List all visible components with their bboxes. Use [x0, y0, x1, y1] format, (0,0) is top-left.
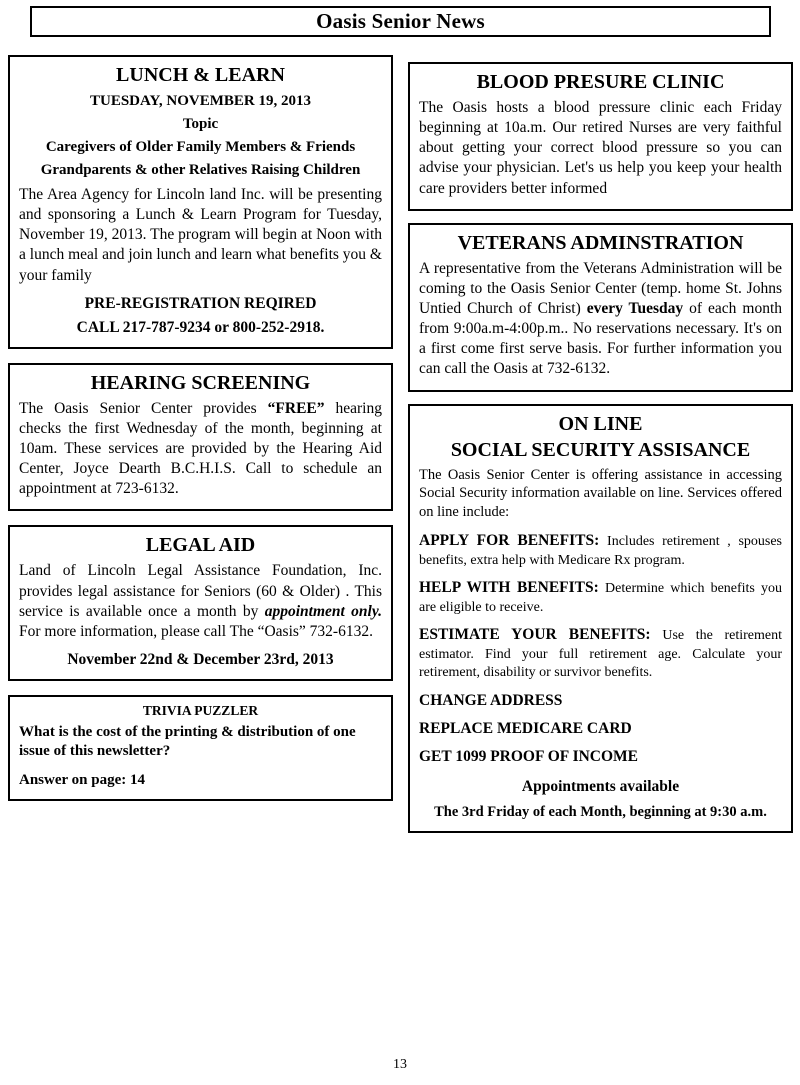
service-label: HELP WITH BENEFITS:	[419, 579, 599, 597]
page-title: Oasis Senior News	[316, 9, 485, 33]
left-column	[8, 55, 393, 801]
social-security-option: CHANGE ADDRESS	[419, 691, 563, 709]
service-text: Includes retirement , spouses benefits, extra help with Medicare Rx program.	[419, 534, 783, 568]
trivia-puzzler-box	[8, 695, 393, 801]
blood-pressure-title: BLOOD PRESURE CLINIC	[476, 71, 725, 93]
social-security-service	[419, 625, 782, 682]
social-security-intro: The Oasis Senior Center is offering assistance in accessing Social Security information available on line. Services offered on line include:	[419, 466, 782, 521]
lunch-learn-date: TUESDAY, NOVEMBER 19, 2013	[89, 93, 311, 109]
veterans-body: A representative from the Veterans Administration will be coming to the Oasis Senior Center (temp. home St. Johns Untied Church of Christ) every Tuesday of each month from 9:00a.m-4:00p.m.. No reservations necessary. It's on a first come first serve basis. For further information you can call the Oasis at 732-6132.	[419, 259, 782, 378]
social-security-appointments: Appointments available	[521, 777, 680, 795]
social-security-option: REPLACE MEDICARE CARD	[419, 719, 632, 737]
lunch-learn-call: CALL 217-787-9234 or 800-252-2918.	[76, 318, 325, 336]
service-text: Determine which benefits you are eligible to receive.	[419, 581, 782, 615]
social-security-title-line1: ON LINE	[558, 412, 643, 435]
legal-aid-dates: November 22nd & December 23rd, 2013	[67, 650, 334, 668]
lunch-learn-topic-line1: Caregivers of Older Family Members & Friends	[45, 139, 356, 155]
lunch-learn-body: The Area Agency for Lincoln land Inc. will be presenting and sponsoring a Lunch & Learn Program for Tuesday, November 19, 2013. The program will begin at Noon with a lunch meal and join lunch and learn what benefits you & your family	[19, 186, 382, 284]
lunch-learn-topic-line2: Grandparents & other Relatives Raising Children	[40, 162, 361, 178]
legal-aid-title: LEGAL AID	[145, 534, 256, 557]
blood-pressure-box	[408, 62, 793, 211]
trivia-question: What is the cost of the printing & distribution of one issue of this newsletter?	[19, 723, 356, 760]
social-security-option: GET 1099 PROOF OF INCOME	[419, 747, 639, 765]
lunch-learn-topic-label: Topic	[182, 116, 219, 132]
social-security-title-line2: SOCIAL SECURITY ASSISANCE	[450, 438, 751, 461]
trivia-answer-line: Answer on page: 14	[19, 771, 145, 788]
hearing-screening-body: The Oasis Senior Center provides “FREE” hearing checks the first Wednesday of the month, beginning at 10am. These services are provided by the Hearing Aid Center, Joyce Dearth B.C.H.I.S. Call to schedule an appointment at 723-6132.	[19, 399, 382, 498]
social-security-box	[408, 404, 793, 833]
service-text: Use the retirement estimator. Find your full retirement age. Calculate your retirement, disability or survivor benefits.	[419, 628, 783, 681]
social-security-service	[419, 531, 782, 569]
trivia-puzzler-title: TRIVIA PUZZLER	[142, 702, 259, 718]
service-label: APPLY FOR BENEFITS:	[419, 532, 600, 550]
social-security-schedule: The 3rd Friday of each Month, beginning at 9:30 a.m.	[434, 803, 767, 820]
right-column	[408, 62, 793, 833]
masthead	[30, 6, 771, 37]
veterans-box	[408, 223, 793, 392]
page-number: 13	[393, 1057, 407, 1072]
lunch-learn-box	[8, 55, 393, 349]
service-label: ESTIMATE YOUR BENEFITS:	[419, 626, 651, 644]
lunch-learn-title: LUNCH & LEARN	[116, 64, 285, 86]
hearing-screening-title: HEARING SCREENING	[90, 371, 311, 394]
hearing-screening-box	[8, 363, 393, 512]
blood-pressure-body: The Oasis hosts a blood pressure clinic each Friday beginning at 10a.m. Our retired Nurses are very faithful about getting your correct blood pressure so you can advise your physician. Let's us help you keep your health care providers better informed	[419, 99, 782, 197]
lunch-learn-preregistration: PRE-REGISTRATION REQIRED	[84, 294, 317, 312]
legal-aid-box	[8, 525, 393, 681]
social-security-service	[419, 578, 782, 616]
legal-aid-body: Land of Lincoln Legal Assistance Foundation, Inc. provides legal assistance for Seniors (60 & Older) . This service is available once a month by appointment only. For more information, please call The “Oasis” 732-6132.	[19, 562, 382, 640]
veterans-title: VETERANS ADMINSTRATION	[457, 231, 744, 254]
